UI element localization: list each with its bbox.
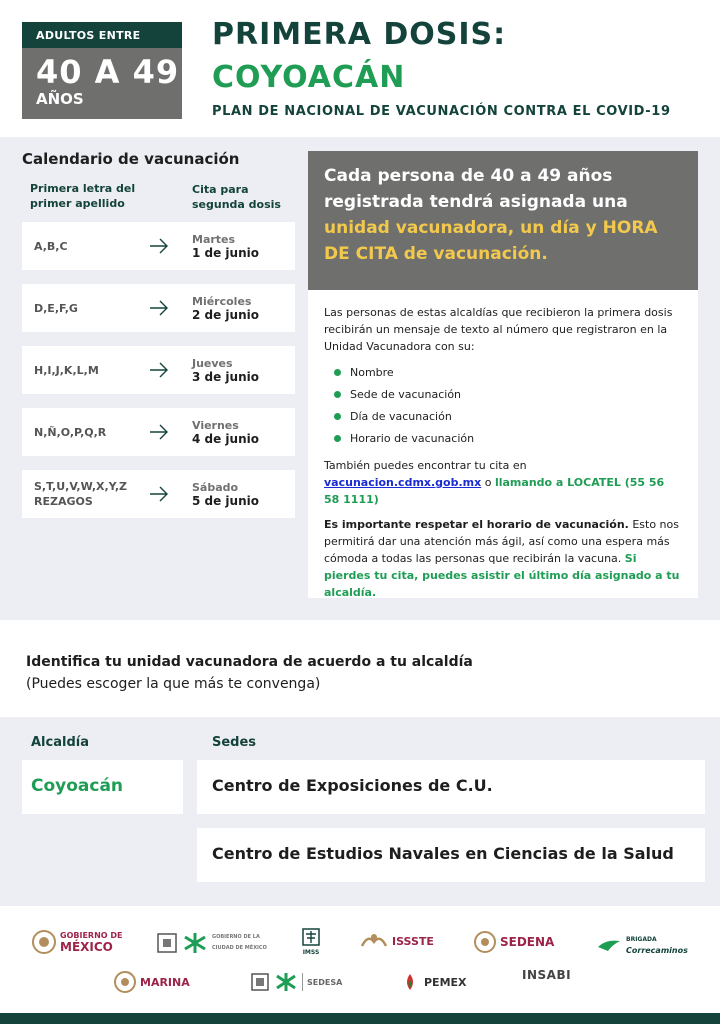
info-intro: Las personas de estas alcaldías que recibieron la primera dosis recibirán un mensaje de texto al número que registraron en la Unidad Vacunadora con su: xyxy=(324,306,673,353)
calendar-header-letter-line: Primera letra del xyxy=(30,182,136,195)
sedena-seal-icon xyxy=(474,931,496,953)
logo-text: PEMEX xyxy=(424,975,467,989)
list-item xyxy=(334,405,682,427)
calendar-day: Miércoles xyxy=(192,295,252,308)
info-highlight xyxy=(308,151,698,290)
alcaldia-name: Coyoacán xyxy=(22,760,183,814)
logo-text: INSABI xyxy=(522,968,572,982)
calendar-day: Viernes xyxy=(192,419,239,432)
marina-seal-icon xyxy=(114,971,136,993)
bullet-dot-icon xyxy=(334,369,341,376)
calendar-letters xyxy=(34,222,144,270)
list-item xyxy=(334,383,682,405)
logo-text: MÉXICO xyxy=(60,940,113,954)
gobierno-de-mexico-logo xyxy=(32,930,122,954)
list-item-label: Sede de vacunación xyxy=(350,387,462,401)
info-highlight-line: Cada persona de 40 a 49 años xyxy=(324,166,613,186)
website-link[interactable]: vacunacion.cdmx.gob.mx xyxy=(324,476,482,489)
sedena-logo xyxy=(474,931,554,953)
footer-bar xyxy=(0,1013,720,1024)
header xyxy=(0,0,720,136)
info-contact-text: También puedes encontrar tu cita en xyxy=(324,459,527,472)
locatel-phone: llamando a LOCATEL (55 56 58 1111) xyxy=(324,476,665,506)
page-subtitle: PLAN DE NACIONAL DE VACUNACIÓN CONTRA EL COVID-19 xyxy=(212,104,671,119)
age-badge-label: ADULTOS ENTRE xyxy=(22,22,182,48)
info-highlight-line: unidad vacunadora, un día y HORA xyxy=(324,218,658,238)
sede-item: Centro de Exposiciones de C.U. xyxy=(197,760,705,814)
calendar-letters-line: A,B,C xyxy=(34,239,68,253)
page-title-alcaldia: COYOACÁN xyxy=(212,60,406,95)
bullet-dot-icon xyxy=(334,435,341,442)
calendar-header-letter xyxy=(30,181,170,211)
calendar-letters-line: H,I,J,K,L,M xyxy=(34,363,99,377)
info-highlight-line: DE CITA de vacunación. xyxy=(324,244,548,264)
identify-title: Identifica tu unidad vacunadora de acuerdo a tu alcaldía xyxy=(26,654,473,670)
calendar-row xyxy=(22,222,295,270)
calendar-date: 1 de junio xyxy=(192,246,259,260)
pemex-logo xyxy=(400,972,467,992)
logo-text: SEDENA xyxy=(500,934,555,949)
info-panel xyxy=(308,151,698,598)
sedesa-logo xyxy=(250,971,342,993)
arrow-right-icon xyxy=(148,480,170,508)
arrow-right-icon xyxy=(148,418,170,446)
marina-logo xyxy=(114,971,190,993)
calendar-header-date-line: Cita para xyxy=(192,183,249,196)
bullet-dot-icon xyxy=(334,391,341,398)
calendar-day: Jueves xyxy=(192,357,233,370)
brigada-correcaminos-logo xyxy=(596,934,688,956)
logo-divider xyxy=(302,973,303,991)
calendar-title: Calendario de vacunación xyxy=(22,150,240,168)
calendar-row xyxy=(22,346,295,394)
calendar-letters-line: S,T,U,V,W,X,Y,Z xyxy=(34,480,127,493)
calendar-row xyxy=(22,470,295,518)
calendar-date: 4 de junio xyxy=(192,432,259,446)
calendar-letters xyxy=(34,346,144,394)
calendar-header-date-line: segunda dosis xyxy=(192,198,281,211)
calendar-date: 3 de junio xyxy=(192,370,259,384)
info-highlight-line: registrada tendrá asignada una xyxy=(324,192,628,212)
calendar-letters-line: N,Ñ,O,P,Q,R xyxy=(34,425,107,439)
page-title: PRIMERA DOSIS: xyxy=(212,17,507,52)
calendar-letters xyxy=(34,470,144,518)
arrow-right-icon xyxy=(148,232,170,260)
calendar-header-letter-line: primer apellido xyxy=(30,197,125,210)
age-unit: AÑOS xyxy=(36,90,84,108)
info-important xyxy=(324,516,682,601)
identify-subtitle: (Puedes escoger la que más te convenga) xyxy=(26,676,321,692)
info-bullet-list xyxy=(334,361,682,449)
calendar-row xyxy=(22,284,295,332)
imss-logo xyxy=(302,928,320,958)
cdmx-knot-icon xyxy=(274,971,298,993)
arrow-right-icon xyxy=(148,294,170,322)
cdmx-shield-icon xyxy=(156,932,178,954)
calendar-letters-line: REZAGOS xyxy=(34,495,93,508)
seal-icon xyxy=(32,930,56,954)
bullet-dot-icon xyxy=(334,413,341,420)
calendar-row xyxy=(22,408,295,456)
list-item xyxy=(334,361,682,383)
calendar-day: Martes xyxy=(192,233,236,246)
logo-text: GOBIERNO DE LA xyxy=(212,934,260,940)
imss-eagle-icon xyxy=(302,928,320,946)
arrow-right-icon xyxy=(148,356,170,384)
info-contact xyxy=(324,457,682,508)
calendar-date: 5 de junio xyxy=(192,494,259,508)
info-contact-text: o xyxy=(481,476,495,489)
calendar-header-date xyxy=(192,182,292,212)
pemex-flame-icon xyxy=(400,972,420,992)
age-badge xyxy=(22,22,182,119)
info-important-text: Esto nos permitirá dar una atención más ágil, así como una espera más cómoda a todas las personas que recibirán la vacuna. xyxy=(324,518,679,565)
calendar-letters xyxy=(34,408,144,456)
logo-text: MARINA xyxy=(140,975,190,989)
logo-text: BRIGADA xyxy=(626,936,657,943)
logo-text: Correcaminos xyxy=(626,946,688,955)
logo-text: GOBIERNO DE xyxy=(60,931,123,940)
calendar-letters-line: D,E,F,G xyxy=(34,301,78,315)
issste-hands-icon xyxy=(360,930,388,952)
list-item xyxy=(334,427,682,449)
logo-text: CIUDAD DE MÉXICO xyxy=(212,945,267,951)
issste-logo xyxy=(360,930,434,952)
list-item-label: Nombre xyxy=(350,365,394,379)
calendar-day: Sábado xyxy=(192,481,239,494)
list-item-label: Día de vacunación xyxy=(350,409,452,423)
info-important-bold: Es importante respetar el horario de vacunación. xyxy=(324,518,629,531)
calendar-date: 2 de junio xyxy=(192,308,259,322)
sede-item: Centro de Estudios Navales en Ciencias de la Salud xyxy=(197,828,705,882)
cdmx-knot-icon xyxy=(182,931,208,955)
sedes-column-header: Sedes xyxy=(212,735,257,750)
logo-text: IMSS xyxy=(302,949,320,956)
logo-text: ISSSTE xyxy=(392,934,434,948)
alcaldia-column-header: Alcaldía xyxy=(31,735,89,750)
info-body xyxy=(308,290,698,601)
logo-text: SEDESA xyxy=(307,977,343,987)
insabi-logo xyxy=(522,970,571,981)
age-range: 40 A 49 xyxy=(36,53,180,91)
roadrunner-icon xyxy=(596,937,622,953)
info-important-green: Si pierdes tu cita, puedes asistir el último día asignado a tu alcaldía. xyxy=(324,552,680,599)
gobierno-cdmx-logo xyxy=(156,931,267,955)
calendar-letters xyxy=(34,284,144,332)
sedesa-shield-icon xyxy=(250,972,270,992)
list-item-label: Horario de vacunación xyxy=(350,431,475,445)
